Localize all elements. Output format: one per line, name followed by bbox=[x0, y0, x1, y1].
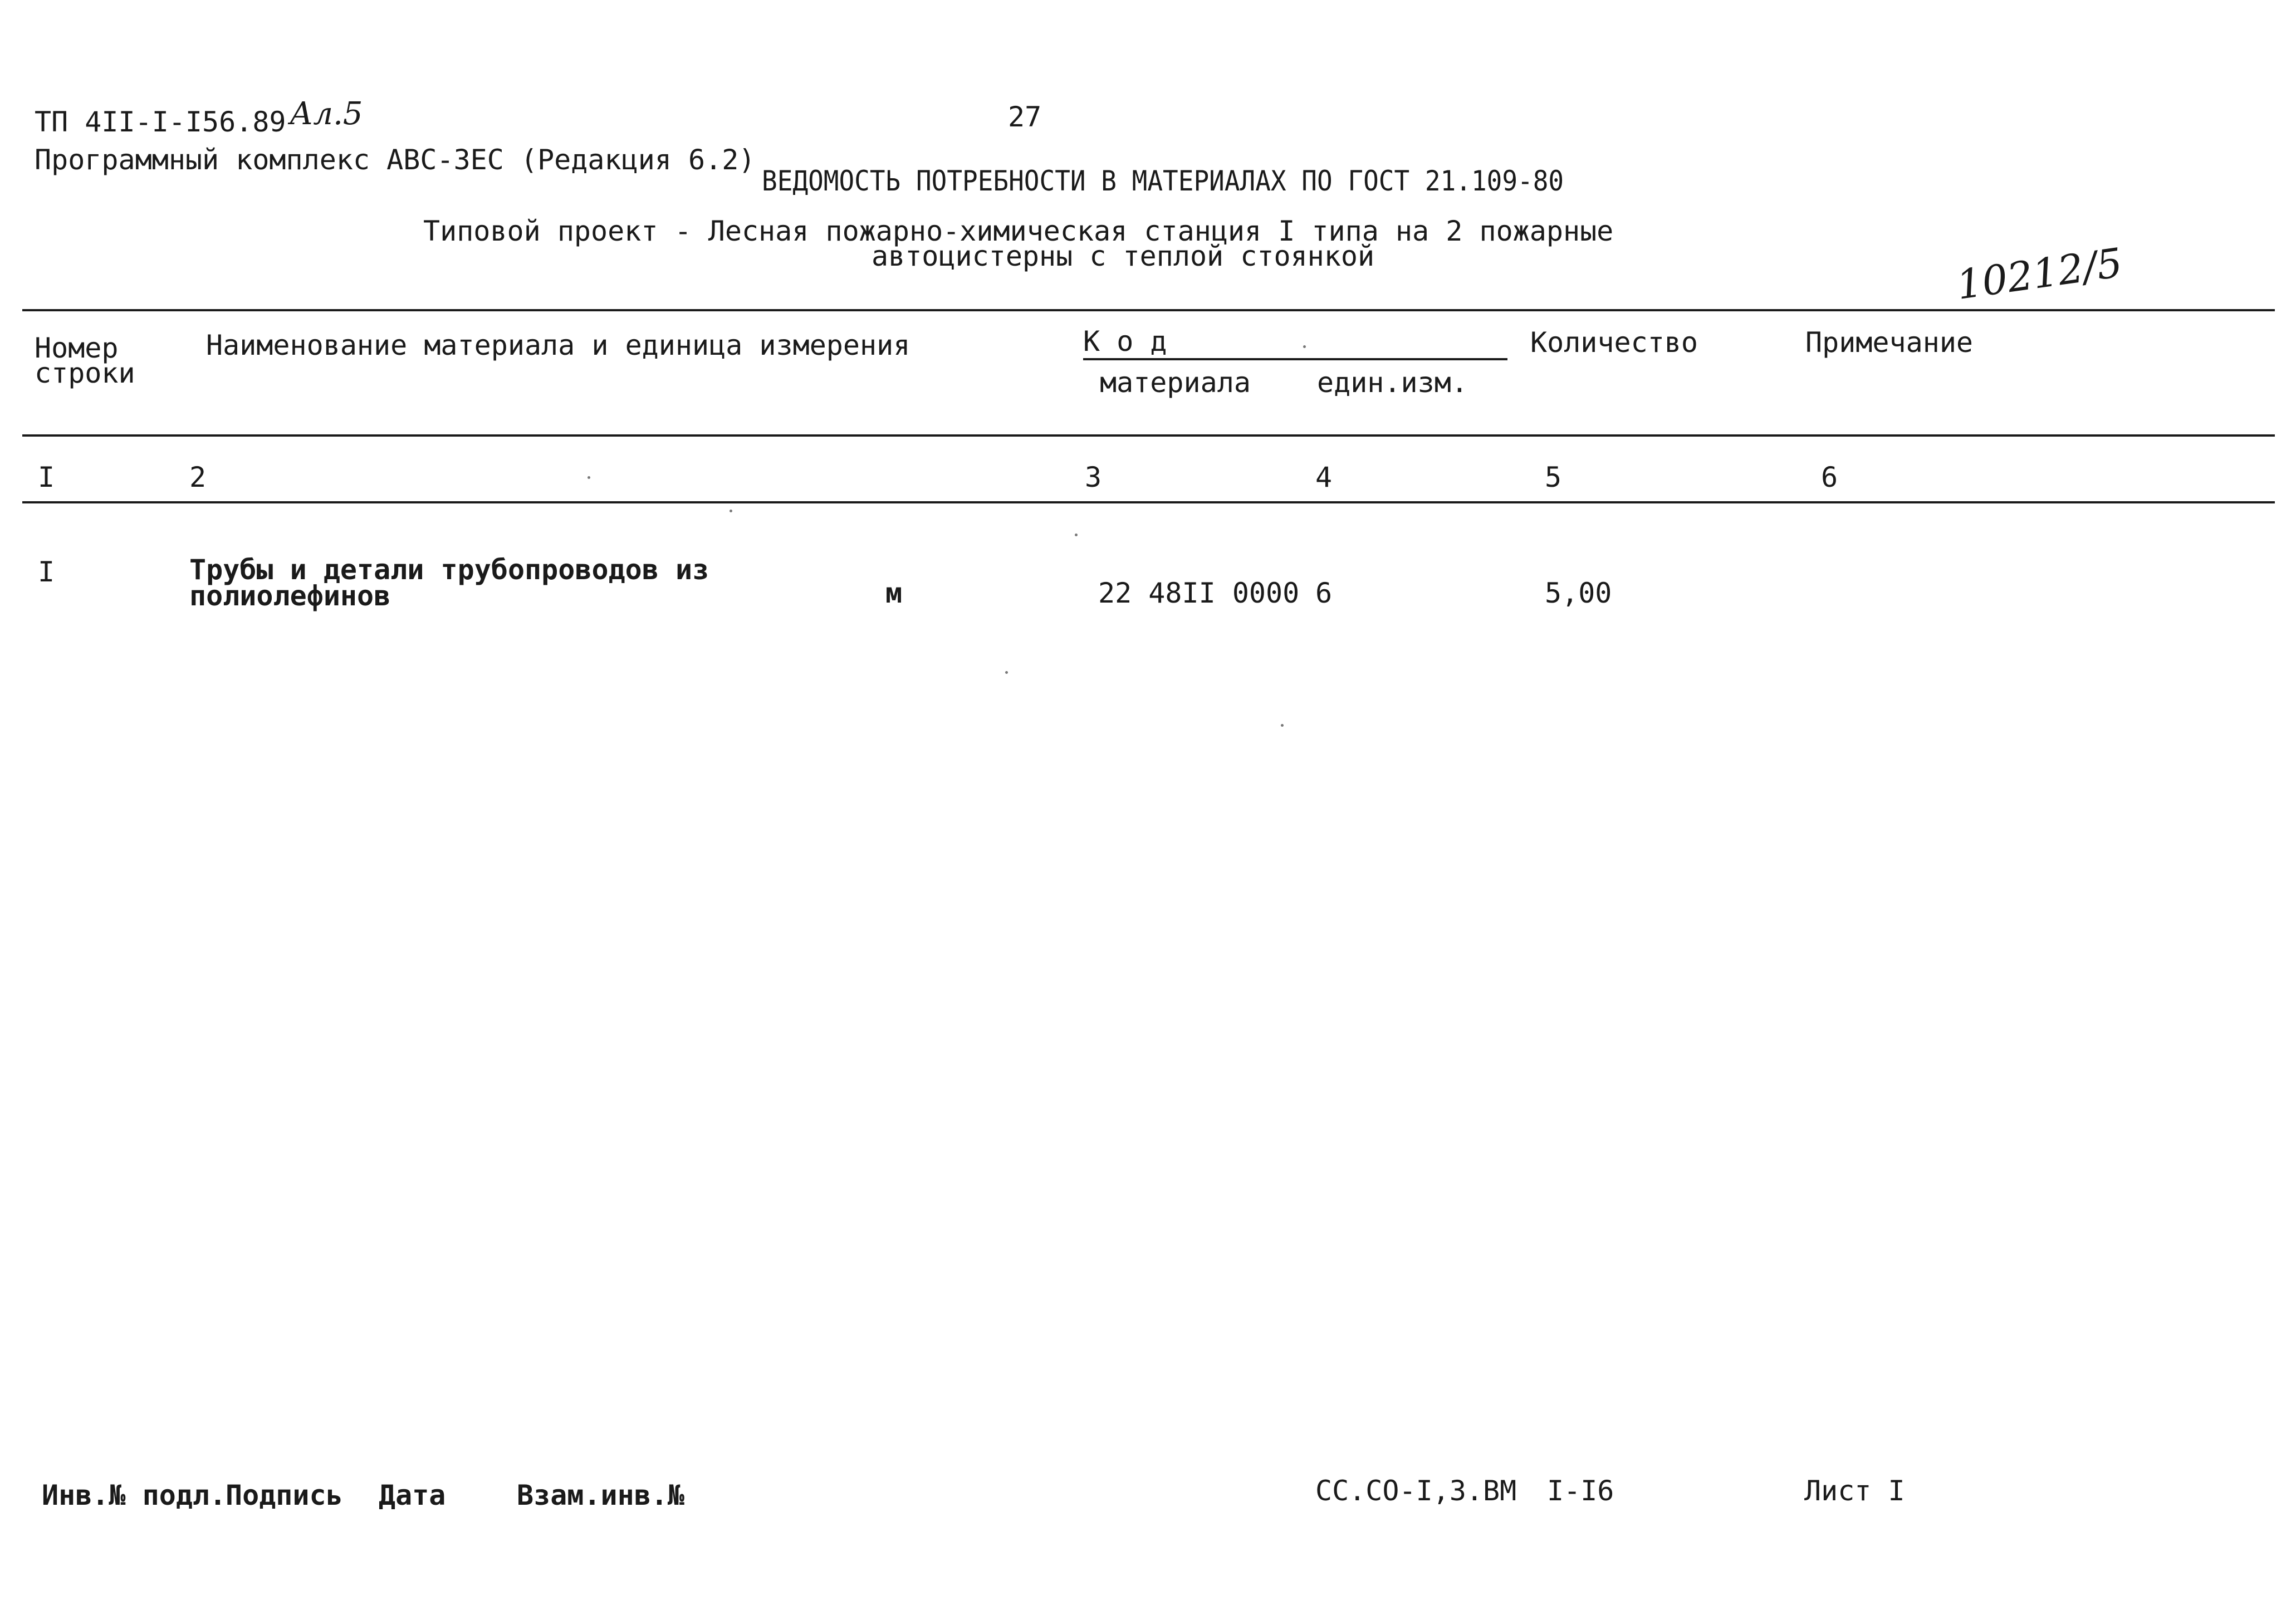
page-number: 27 bbox=[1008, 101, 1042, 133]
column-number-5: 5 bbox=[1545, 461, 1562, 493]
handwritten-number: 10212/5 bbox=[1954, 239, 2126, 309]
scan-speck bbox=[588, 476, 590, 479]
table-row-quantity: 5,00 bbox=[1545, 577, 1612, 609]
project-line-2: автоцистерны с теплой стоянкой bbox=[872, 240, 1375, 272]
header-code-group: К о д bbox=[1083, 325, 1167, 358]
footer-date-label: Дата bbox=[379, 1479, 446, 1511]
header-note: Примечание bbox=[1805, 326, 1974, 359]
scan-speck bbox=[1075, 534, 1078, 536]
scan-speck bbox=[730, 510, 732, 512]
handwritten-album-note: Ал.5 bbox=[290, 96, 363, 132]
header-row-number-line1: Номер bbox=[35, 332, 119, 364]
table-row-name-line2: полиолефинов bbox=[189, 580, 391, 612]
header-row-number-line2: строки bbox=[35, 357, 135, 389]
column-number-2: 2 bbox=[189, 461, 207, 493]
table-top-rule bbox=[22, 309, 2275, 311]
column-number-4: 4 bbox=[1315, 461, 1333, 493]
column-number-rule bbox=[22, 501, 2275, 503]
document-title: ВЕДОМОСТЬ ПОТРЕБНОСТИ В МАТЕРИАЛАХ ПО ГОСТ 21.109-80 bbox=[762, 165, 1564, 197]
footer-doc-designation: СС.СО-I,3.ВМ bbox=[1315, 1475, 1517, 1507]
footer-replace-label: Взам.инв.№ bbox=[517, 1479, 685, 1511]
column-number-6: 6 bbox=[1821, 461, 1838, 493]
code-group-rule bbox=[1083, 358, 1507, 360]
table-row-material-code: 22 48II 0000 bbox=[1098, 577, 1300, 609]
column-number-3: 3 bbox=[1085, 461, 1102, 493]
footer-sheet: Лист I bbox=[1804, 1475, 1905, 1507]
project-line-1: Типовой проект - Лесная пожарно-химическая станция I типа на 2 пожарные bbox=[423, 215, 1614, 247]
footer-range: I-I6 bbox=[1547, 1475, 1614, 1507]
header-bottom-rule bbox=[22, 434, 2275, 437]
header-quantity: Количество bbox=[1530, 326, 1698, 359]
footer-signature-label: Подпись bbox=[226, 1479, 343, 1511]
document-code: ТП 4II-I-I56.89 bbox=[35, 106, 286, 138]
footer-inventory-label: Инв.№ подл. bbox=[42, 1479, 227, 1511]
scan-speck bbox=[1005, 671, 1008, 674]
column-number-1: I bbox=[38, 461, 55, 493]
table-row-number: I bbox=[38, 556, 55, 588]
scan-speck bbox=[1303, 345, 1306, 348]
table-row-name-line1: Трубы и детали трубопроводов из bbox=[189, 554, 709, 586]
header-unit-code: един.изм. bbox=[1317, 366, 1468, 399]
header-material-code: материала bbox=[1100, 366, 1251, 399]
header-material-name: Наименование материала и единица измерения bbox=[206, 329, 910, 361]
software-line: Программный комплекс АВС-3ЕС (Редакция 6.2) bbox=[35, 144, 756, 176]
scan-speck bbox=[1281, 724, 1284, 727]
table-row-unit: м bbox=[885, 577, 903, 609]
table-row-unit-code: 6 bbox=[1315, 577, 1333, 609]
